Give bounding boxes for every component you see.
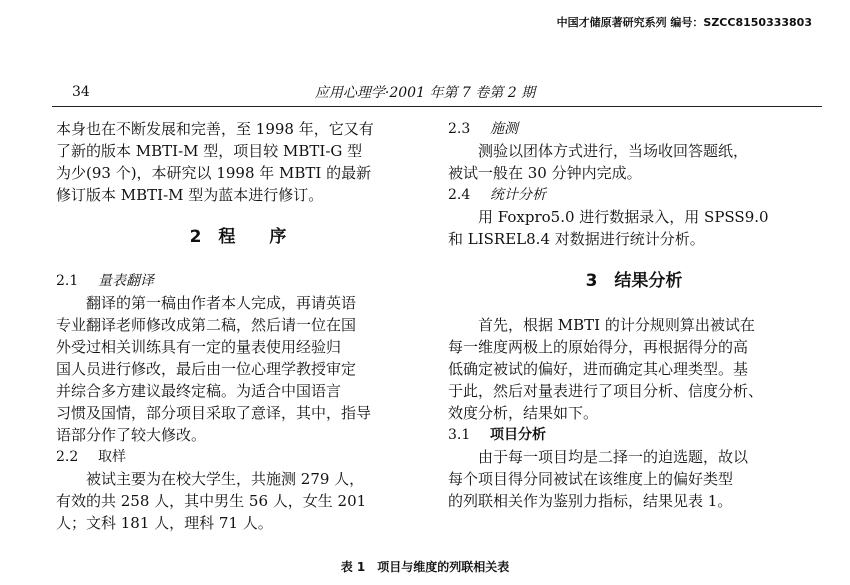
section-2-title: 2 程 序 bbox=[189, 227, 287, 247]
right-column bbox=[448, 118, 820, 512]
text-line: 于此，然后对量表进行了项目分析、信度分析、 bbox=[448, 382, 764, 400]
subsection-2-2-heading: 2.2 取样 bbox=[56, 449, 126, 465]
text-line: 外受过相关训练具有一定的量表使用经验归 bbox=[56, 338, 342, 356]
text-line: 的列联相关作为鉴别力指标，结果见表 1。 bbox=[448, 492, 733, 510]
text-line: 用 Foxpro5.0 进行数据录入，用 SPSS9.0 bbox=[478, 208, 769, 226]
journal-header: 应用心理学·2001 年第 7 卷第 2 期 bbox=[314, 85, 536, 101]
text-line: 翻译的第一稿由作者本人完成，再请英语 bbox=[86, 294, 357, 312]
text-line: 并综合多方建议最终定稿。为适合中国语言 bbox=[56, 382, 342, 400]
subsection-2-3-heading: 2.3 施测 bbox=[448, 121, 518, 137]
text-line: 效度分析，结果如下。 bbox=[448, 404, 599, 422]
text-line: 本身也在不断发展和完善，至 1998 年，它又有 bbox=[56, 120, 374, 138]
header-rule bbox=[52, 106, 822, 107]
text-line: 首先，根据 MBTI 的计分规则算出被试在 bbox=[478, 316, 755, 334]
subsection-2-4-heading: 2.4 统计分析 bbox=[448, 187, 546, 203]
left-column bbox=[56, 118, 420, 534]
page-number: 34 bbox=[72, 84, 90, 100]
text-line: 有效的共 258 人，其中男生 56 人，女生 201 bbox=[56, 492, 367, 510]
text-line: 国人员进行修改，最后由一位心理学教授审定 bbox=[56, 360, 357, 378]
text-line: 为少(93 个)，本研究以 1998 年 MBTI 的最新 bbox=[56, 164, 372, 182]
subsection-2-1-heading: 2.1 量表翻译 bbox=[56, 273, 154, 289]
text-line: 低确定被试的偏好，进而确定其心理类型。基 bbox=[448, 360, 749, 378]
text-line: 由于每一项目均是二择一的迫选题，故以 bbox=[478, 448, 749, 466]
text-line: 专业翻译老师修改成第二稿，然后请一位在国 bbox=[56, 316, 357, 334]
text-line: 被试一般在 30 分钟内完成。 bbox=[448, 164, 642, 182]
text-line: 和 LISREL8.4 对数据进行统计分析。 bbox=[448, 230, 705, 248]
text-line: 人；文科 181 人，理科 71 人。 bbox=[56, 514, 273, 532]
text-line: 每一维度两极上的原始得分，再根据得分的高 bbox=[448, 338, 749, 356]
text-line: 被试主要为在校大学生，共施测 279 人， bbox=[86, 470, 365, 488]
text-line: 了新的版本 MBTI-M 型，项目较 MBTI-G 型 bbox=[56, 142, 363, 160]
text-line: 语部分作了较大修改。 bbox=[56, 426, 207, 444]
text-line: 修订版本 MBTI-M 型为蓝本进行修订。 bbox=[56, 186, 324, 204]
section-3-title: 3 结果分析 bbox=[585, 271, 683, 291]
series-header: 中国才储原著研究系列 编号：SZCC8150333803 bbox=[556, 16, 812, 29]
text-line: 测验以团体方式进行，当场收回答题纸， bbox=[478, 142, 749, 160]
text-line: 习惯及国情，部分项目采取了意译，其中，指导 bbox=[56, 404, 372, 422]
subsection-3-1-heading: 3.1 项目分析 bbox=[448, 427, 546, 443]
table-caption: 表 1 项目与维度的列联相关表 bbox=[340, 560, 510, 574]
text-line: 每个项目得分同被试在该维度上的偏好类型 bbox=[448, 470, 734, 488]
